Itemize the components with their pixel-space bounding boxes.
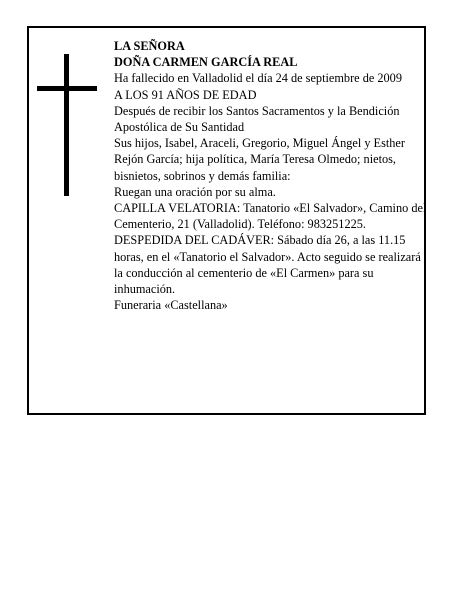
family-line: Sus hijos, Isabel, Araceli, Gregorio, Miguel Ángel y Esther Rejón García; hija política, María Teresa Olmedo; nietos, bisnietos, sobrinos y demás familia: — [114, 136, 405, 183]
cross-icon — [37, 54, 97, 196]
sacraments-line: Después de recibir los Santos Sacramentos y la Bendición Apostólica de Su Santidad — [114, 103, 400, 135]
prayer-line: Ruegan una oración por su alma. — [114, 184, 276, 199]
notice-title: LA SEÑORA — [114, 39, 185, 53]
farewell-info: DESPEDIDA DEL CADÁVER: Sábado día 26, a las 11.15 horas, en el «Tanatorio el Salvador». Acto seguido se realizará la conducción al cementerio de «El Carmen» para su inhumación. — [114, 233, 421, 297]
death-date-line: Ha fallecido en Valladolid el día 24 de septiembre de 2009 — [114, 71, 402, 86]
cross-vertical-bar — [64, 54, 69, 196]
cross-horizontal-bar — [37, 86, 97, 91]
deceased-name: DOÑA CARMEN GARCÍA REAL — [114, 55, 298, 70]
age-line: A LOS 91 AÑOS DE EDAD — [114, 87, 257, 102]
chapel-info: CAPILLA VELATORIA: Tanatorio «El Salvador», Camino del Cementerio, 21 (Valladolid). Teléfono: 983251225. — [114, 201, 427, 232]
obituary-text — [114, 38, 429, 313]
funeral-home: Funeraria «Castellana» — [114, 298, 228, 313]
